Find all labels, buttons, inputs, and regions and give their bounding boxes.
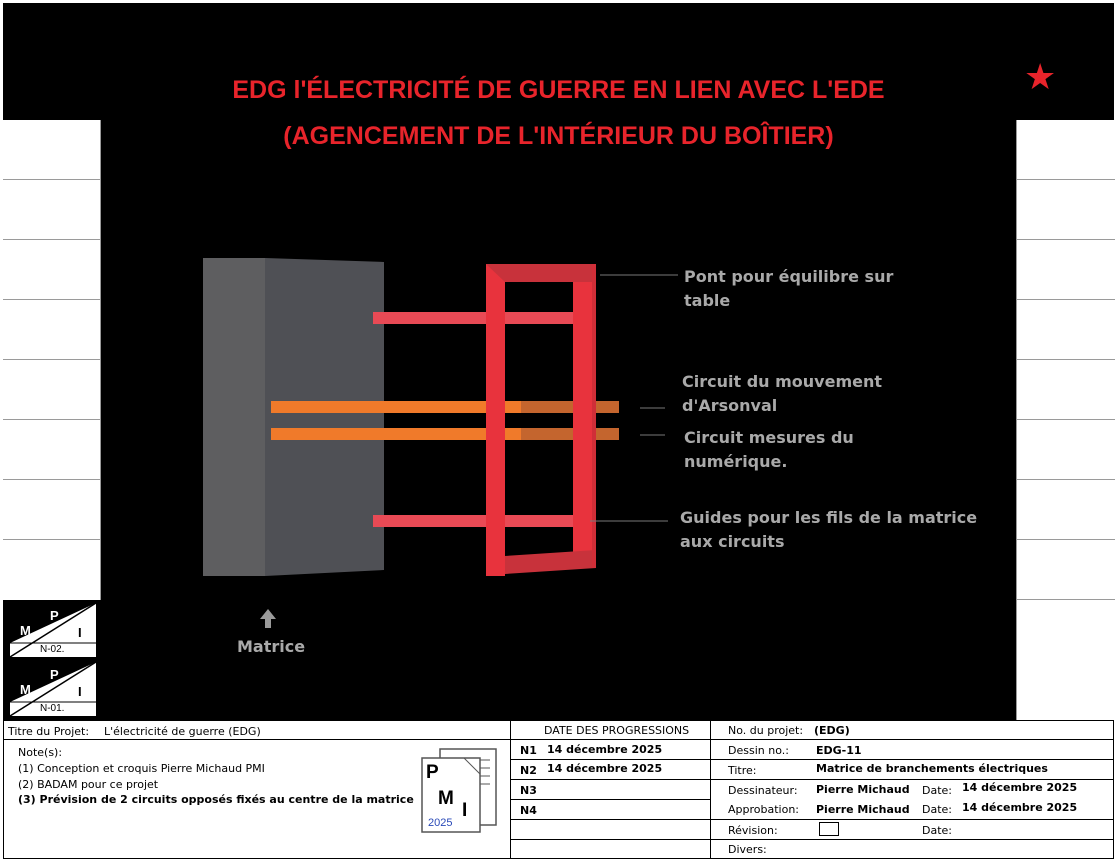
callout-arsonval: [682, 370, 882, 418]
project-title-value: L'électricité de guerre (EDG): [104, 725, 261, 738]
titre-value: Matrice de branchements électriques: [816, 762, 1048, 775]
badge-i-label: I: [78, 625, 82, 640]
callout-pont-line2: table: [684, 291, 731, 310]
drawing-no-value: EDG-11: [816, 744, 862, 757]
designer-date-value: 14 décembre 2025: [962, 781, 1078, 794]
approval-label: Approbation:: [728, 803, 800, 816]
project-no-label: No. du projet:: [728, 724, 804, 737]
designer-value: Pierre Michaud: [816, 783, 910, 796]
frame-right-post: [573, 280, 592, 552]
badge-code: N-01.: [40, 703, 65, 714]
badge-p-label: P: [50, 667, 59, 682]
star-icon: ★: [1024, 57, 1057, 98]
matrix-block-front: [265, 258, 384, 576]
note-3: (3) Prévision de 2 circuits opposés fixés au centre de la matrice: [18, 793, 414, 806]
badge-i-label: I: [78, 684, 82, 699]
note-2: (2) BADAM pour ce projet: [18, 778, 159, 790]
revision-date-label: Date:: [922, 824, 952, 837]
designer-date-label: Date:: [922, 784, 952, 797]
divers-label: Divers:: [728, 843, 767, 856]
pmi-logo: [420, 748, 500, 834]
logo-p: P: [426, 762, 439, 783]
notes-label: Note(s):: [18, 746, 63, 759]
logo-m: M: [438, 788, 454, 809]
project-title-label: Titre du Projet:: [8, 725, 90, 738]
approval-date-value: 14 décembre 2025: [962, 801, 1078, 814]
progress-n3-label: N3: [520, 784, 537, 797]
revision-checkbox[interactable]: [819, 822, 839, 836]
badge-code: N-02.: [40, 644, 65, 655]
badge-m-label: M: [20, 682, 31, 697]
arrow-up-icon: [260, 609, 276, 628]
progress-n1-label: N1: [520, 744, 537, 757]
designer-label: Dessinateur:: [728, 784, 798, 797]
callout-guides-line2: aux circuits: [680, 532, 785, 551]
progress-header: DATE DES PROGRESSIONS: [544, 724, 690, 737]
numeric-circuit-bar: [271, 428, 521, 440]
approval-value: Pierre Michaud: [816, 803, 910, 816]
arsonval-circuit-bar-end: [521, 401, 619, 413]
drawing-title-line1: EDG l'ÉLECTRICITÉ DE GUERRE EN LIEN AVEC L'EDE: [232, 76, 885, 104]
titre-label: Titre:: [728, 764, 757, 777]
progress-n2-date: 14 décembre 2025: [547, 762, 663, 775]
callout-matrice: Matrice: [237, 637, 306, 656]
arsonval-circuit-bar: [271, 401, 521, 413]
drawing-no-label: Dessin no.:: [728, 744, 789, 757]
callout-guides-line1: Guides pour les fils de la matrice: [680, 508, 978, 527]
progress-n4-label: N4: [520, 804, 537, 817]
callout-arsonval-line2: d'Arsonval: [682, 396, 778, 415]
pmi-badge-n02: [8, 601, 98, 659]
guide-bar-top: [373, 312, 573, 324]
matrix-block-side: [203, 258, 265, 576]
badge-p-label: P: [50, 608, 59, 623]
logo-i: I: [462, 800, 468, 821]
pmi-badge-n01: [8, 660, 98, 718]
callout-numerique-line1: Circuit mesures du: [684, 428, 854, 447]
approval-date-label: Date:: [922, 803, 952, 816]
progress-n1-date: 14 décembre 2025: [547, 743, 663, 756]
callout-guides: [680, 506, 977, 554]
project-no-value: (EDG): [814, 724, 850, 737]
callout-numerique-line2: numérique.: [684, 452, 788, 471]
numeric-circuit-bar-end: [521, 428, 619, 440]
badge-m-label: M: [20, 623, 31, 638]
progress-n2-label: N2: [520, 764, 537, 777]
logo-year: 2025: [428, 817, 453, 829]
note-1: (1) Conception et croquis Pierre Michaud PMI: [18, 762, 265, 775]
guide-bar-bottom: [373, 515, 573, 527]
frame-top-bar: [486, 264, 596, 282]
callout-pont-line1: Pont pour équilibre sur: [684, 267, 894, 286]
callout-pont: [684, 265, 893, 313]
drawing-title-line2: (AGENCEMENT DE L'INTÉRIEUR DU BOÎTIER): [283, 122, 834, 150]
callout-numerique: [684, 426, 854, 474]
frame-left-post: [486, 264, 505, 576]
frame-bottom-bar: [505, 550, 596, 574]
callout-arsonval-line1: Circuit du mouvement: [682, 372, 883, 391]
revision-label: Révision:: [728, 824, 778, 837]
